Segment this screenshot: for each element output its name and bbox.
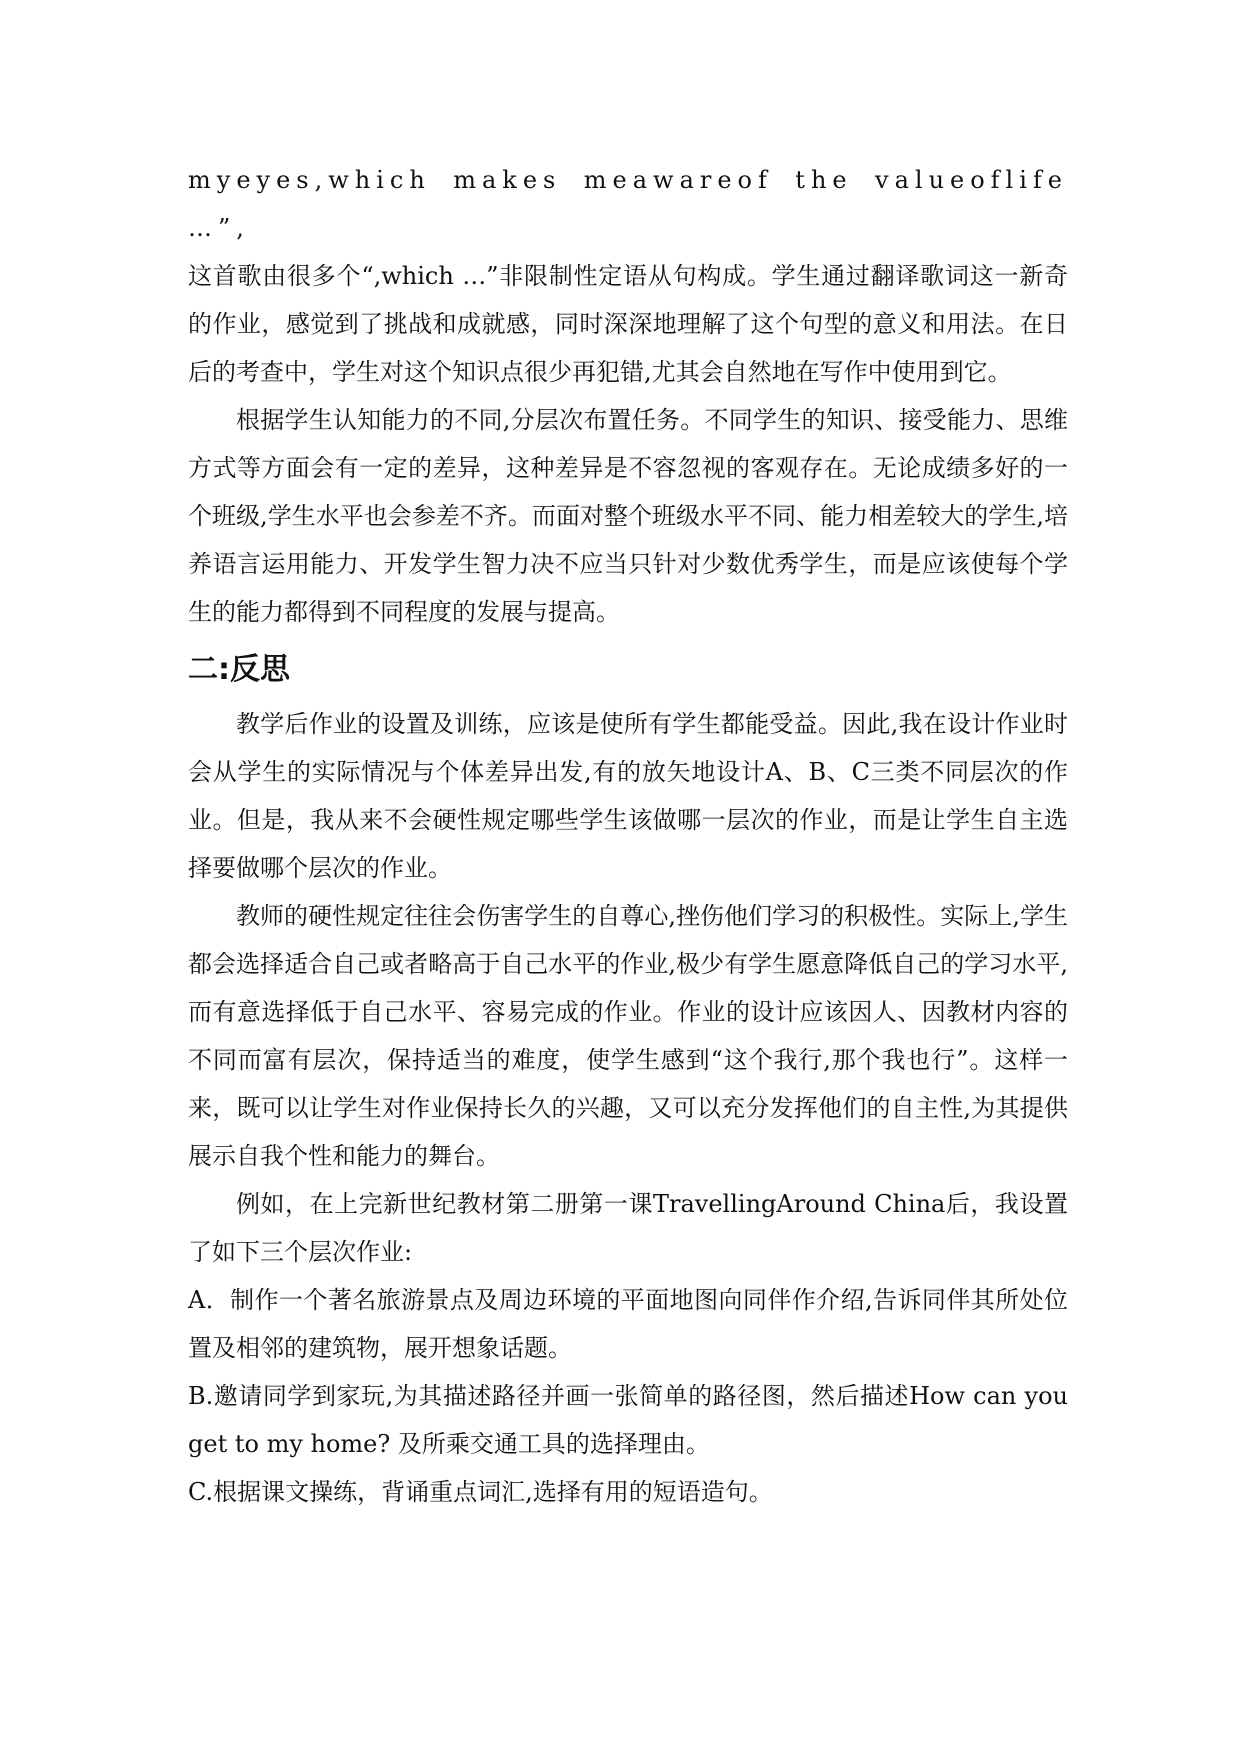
- list-item-b: B.邀请同学到家玩,为其描述路径并画一张简单的路径图，然后描述How can you get to my home? 及所乘交通工具的选择理由。: [188, 1382, 1068, 1458]
- song-lyric-line: myeyes,which makes meawareof the valueoflife …”,: [188, 166, 1068, 242]
- paragraph-reflection-1: 教学后作业的设置及训练，应该是使所有学生都能受益。因此,我在设计作业时会从学生的实际情况与个体差异出发,有的放矢地设计A、B、C三类不同层次的作业。但是，我从来不会硬性规定哪些学生该做哪一层次的作业，而是让学生自主选择要做哪个层次的作业。: [188, 710, 1068, 882]
- paragraph-example: 例如，在上完新世纪教材第二册第一课TravellingAround China后，我设置了如下三个层次作业:: [188, 1190, 1068, 1266]
- list-item-c: C.根据课文操练，背诵重点词汇,选择有用的短语造句。: [188, 1478, 773, 1506]
- section-heading-reflection: 二:反思: [188, 652, 290, 687]
- paragraph-layered-tasks: 根据学生认知能力的不同,分层次布置任务。不同学生的知识、接受能力、思维方式等方面会有一定的差异，这种差异是不容忽视的客观存在。无论成绩多好的一个班级,学生水平也会参差不齐。而面对整个班级水平不同、能力相差较大的学生,培养语言运用能力、开发学生智力决不应当只针对少数优秀学生，而是应该使每个学生的能力都得到不同程度的发展与提高。: [188, 406, 1068, 626]
- document-body: [188, 156, 1068, 1516]
- song-translation-text: 这首歌由很多个“,which …”非限制性定语从句构成。学生通过翻译歌词这一新奇的作业，感觉到了挑战和成就感，同时深深地理解了这个句型的意义和用法。在日后的考查中，学生对这个知识点很少再犯错,尤其会自然地在写作中使用到它。: [188, 262, 1068, 386]
- paragraph-song-translation: [188, 156, 1068, 396]
- list-item-a: A．制作一个著名旅游景点及周边环境的平面地图向同伴作介绍,告诉同伴其所处位置及相邻的建筑物，展开想象话题。: [188, 1286, 1068, 1362]
- paragraph-reflection-2: 教师的硬性规定往往会伤害学生的自尊心,挫伤他们学习的积极性。实际上,学生都会选择适合自己或者略高于自己水平的作业,极少有学生愿意降低自己的学习水平,而有意选择低于自己水平、容易完成的作业。作业的设计应该因人、因教材内容的不同而富有层次，保持适当的难度，使学生感到“这个我行,那个我也行”。这样一来，既可以让学生对作业保持长久的兴趣，又可以充分发挥他们的自主性,为其提供展示自我个性和能力的舞台。: [188, 902, 1068, 1170]
